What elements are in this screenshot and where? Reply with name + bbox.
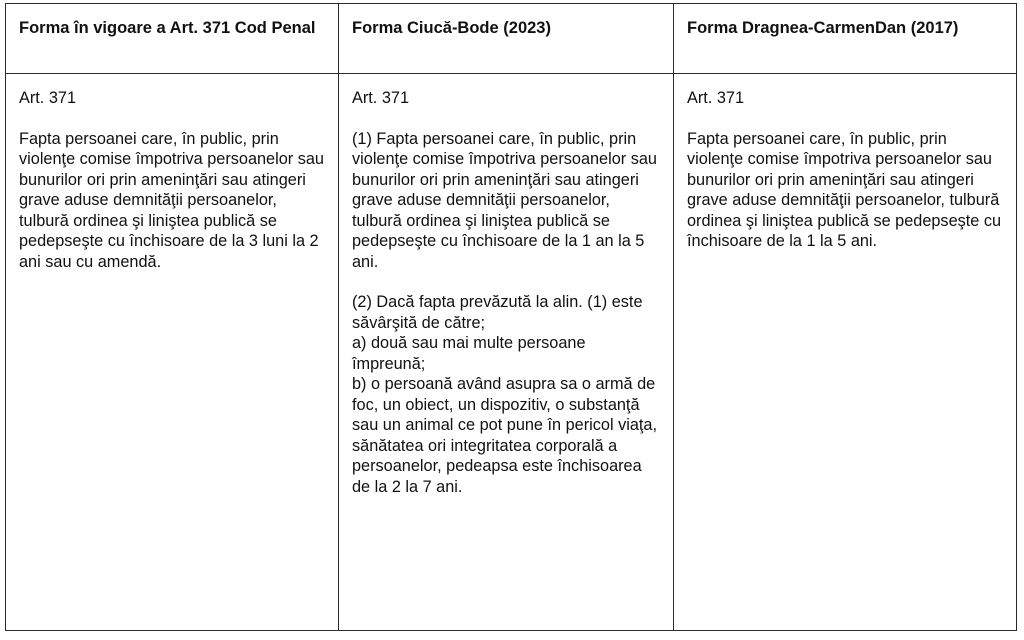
column-header-label: Forma în vigoare a Art. 371 Cod Penal bbox=[19, 19, 316, 37]
column-header-current-form bbox=[6, 4, 339, 74]
column-body-current-form bbox=[6, 74, 339, 630]
article-paragraph: Fapta persoanei care, în public, prin violenţe comise împotriva persoanelor sau bunurilor ori prin ameninţări sau atingeri grave aduse demnităţii persoanelor, tulbură ordinea şi liniştea publică se pedepseşte cu închisoare de la 1 la 5 ani. bbox=[687, 129, 1002, 250]
column-body-ciuca-bode-form bbox=[339, 74, 674, 630]
column-header-label: Forma Dragnea-CarmenDan (2017) bbox=[687, 19, 959, 37]
article-paragraph-2: (2) Dacă fapta prevăzută la alin. (1) este săvârşită de către; a) două sau mai multe persoane împreună; b) o persoană având asupra sa o armă de foc, un obiect, un dispozitiv, o substanţă sau un animal ce pot pune în pericol viaţa, sănătatea ori integritatea corporală a persoanelor, pedeapsa este închisoarea de la 2 la 7 ani. bbox=[352, 293, 658, 496]
column-header-dragnea-carmendan-form bbox=[674, 4, 1016, 74]
column-body-dragnea-carmendan-form bbox=[674, 74, 1016, 630]
article-paragraph: Fapta persoanei care, în public, prin violenţe comise împotriva persoanelor sau bunurilor ori prin ameninţări sau atingeri grave aduse demnităţii persoanelor, tulbură ordinea şi liniştea publică se pedepseşte cu închisoare de la 3 luni la 2 ani sau cu amendă. bbox=[19, 129, 324, 271]
column-header-ciuca-bode-form bbox=[339, 4, 674, 74]
column-header-label: Forma Ciucă-Bode (2023) bbox=[352, 19, 551, 37]
comparison-table bbox=[5, 3, 1017, 631]
article-number: Art. 371 bbox=[687, 89, 745, 107]
article-paragraph-1: (1) Fapta persoanei care, în public, prin violenţe comise împotriva persoanelor sau bunurilor ori prin ameninţări sau atingeri grave aduse demnităţii persoanelor, tulbură ordinea şi liniştea publică se pedepseşte cu închisoare de la 1 an la 5 ani. bbox=[352, 129, 657, 271]
article-number: Art. 371 bbox=[352, 89, 410, 107]
article-number: Art. 371 bbox=[19, 89, 77, 107]
